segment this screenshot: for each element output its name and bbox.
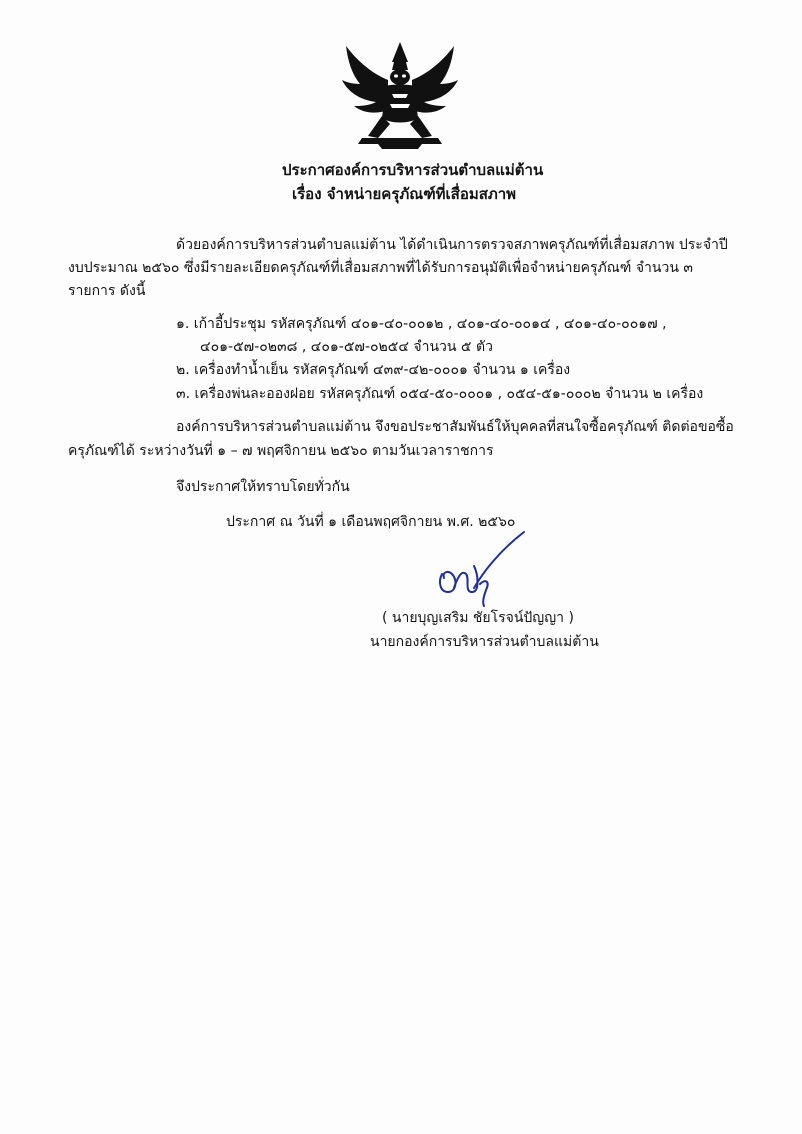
list-item: ๒. เครื่องทำน้ำเย็น รหัสครุภัณฑ์ ๔๓๙-๔๒-๐๐๐๑ จำนวน ๑ เครื่อง	[176, 362, 571, 378]
list-item: ๑. เก้าอี้ประชุม รหัสครุภัณฑ์ ๔๐๑-๔๐-๐๐๑๒ , ๔๐๑-๔๐-๐๐๑๔ , ๔๐๑-๔๐-๐๐๑๗ ,	[176, 316, 667, 332]
invite-line-1: องค์การบริหารส่วนตำบลแม่ต้าน จึงขอประชาสัมพันธ์ให้บุคคลที่สนใจซื้อครุภัณฑ์ ติดต่อขอซื้อ	[176, 419, 734, 435]
garuda-emblem-icon	[338, 40, 462, 150]
document-title: ประกาศองค์การบริหารส่วนตำบลแม่ต้าน	[282, 161, 544, 179]
intro-line-1: ด้วยองค์การบริหารส่วนตำบลแม่ต้าน ได้ดำเนินการตรวจสภาพครุภัณฑ์ที่เสื่อมสภาพ ประจำปี	[176, 237, 728, 253]
intro-line-2: งบประมาณ ๒๕๖๐ ซึ่งมีรายละเอียดครุภัณฑ์ที่เสื่อมสภาพที่ได้รับการอนุมัติเพื่อจำหน่ายครุภัณฑ์ จำนวน ๓	[68, 260, 693, 276]
announcement-date: ประกาศ ณ วันที่ ๑ เดือนพฤศจิกายน พ.ศ. ๒๕๖๐	[226, 514, 516, 530]
handwritten-signature-icon	[428, 530, 532, 608]
invite-line-2: ครุภัณฑ์ได้ ระหว่างวันที่ ๑ – ๗ พฤศจิกายน ๒๕๖๐ ตามวันเวลาราชการ	[68, 443, 494, 459]
signer-name: ( นายบุญเสริม ชัยโรจน์ปัญญา )	[382, 610, 574, 626]
list-item: ๓. เครื่องพ่นละอองฝอย รหัสครุภัณฑ์ ๐๕๔-๕๐-๐๐๐๑ , ๐๕๔-๕๑-๐๐๐๒ จำนวน ๒ เครื่อง	[176, 386, 704, 402]
list-item: ๔๐๑-๕๗-๐๒๓๘ , ๔๐๑-๕๗-๐๒๕๔ จำนวน ๕ ตัว	[200, 339, 493, 355]
intro-line-3: รายการ ดังนี้	[68, 283, 146, 299]
signer-position: นายกองค์การบริหารส่วนตำบลแม่ต้าน	[370, 634, 599, 650]
document-subject: เรื่อง จำหน่ายครุภัณฑ์ที่เสื่อมสภาพ	[292, 185, 517, 203]
closing-line: จึงประกาศให้ทราบโดยทั่วกัน	[176, 479, 350, 495]
